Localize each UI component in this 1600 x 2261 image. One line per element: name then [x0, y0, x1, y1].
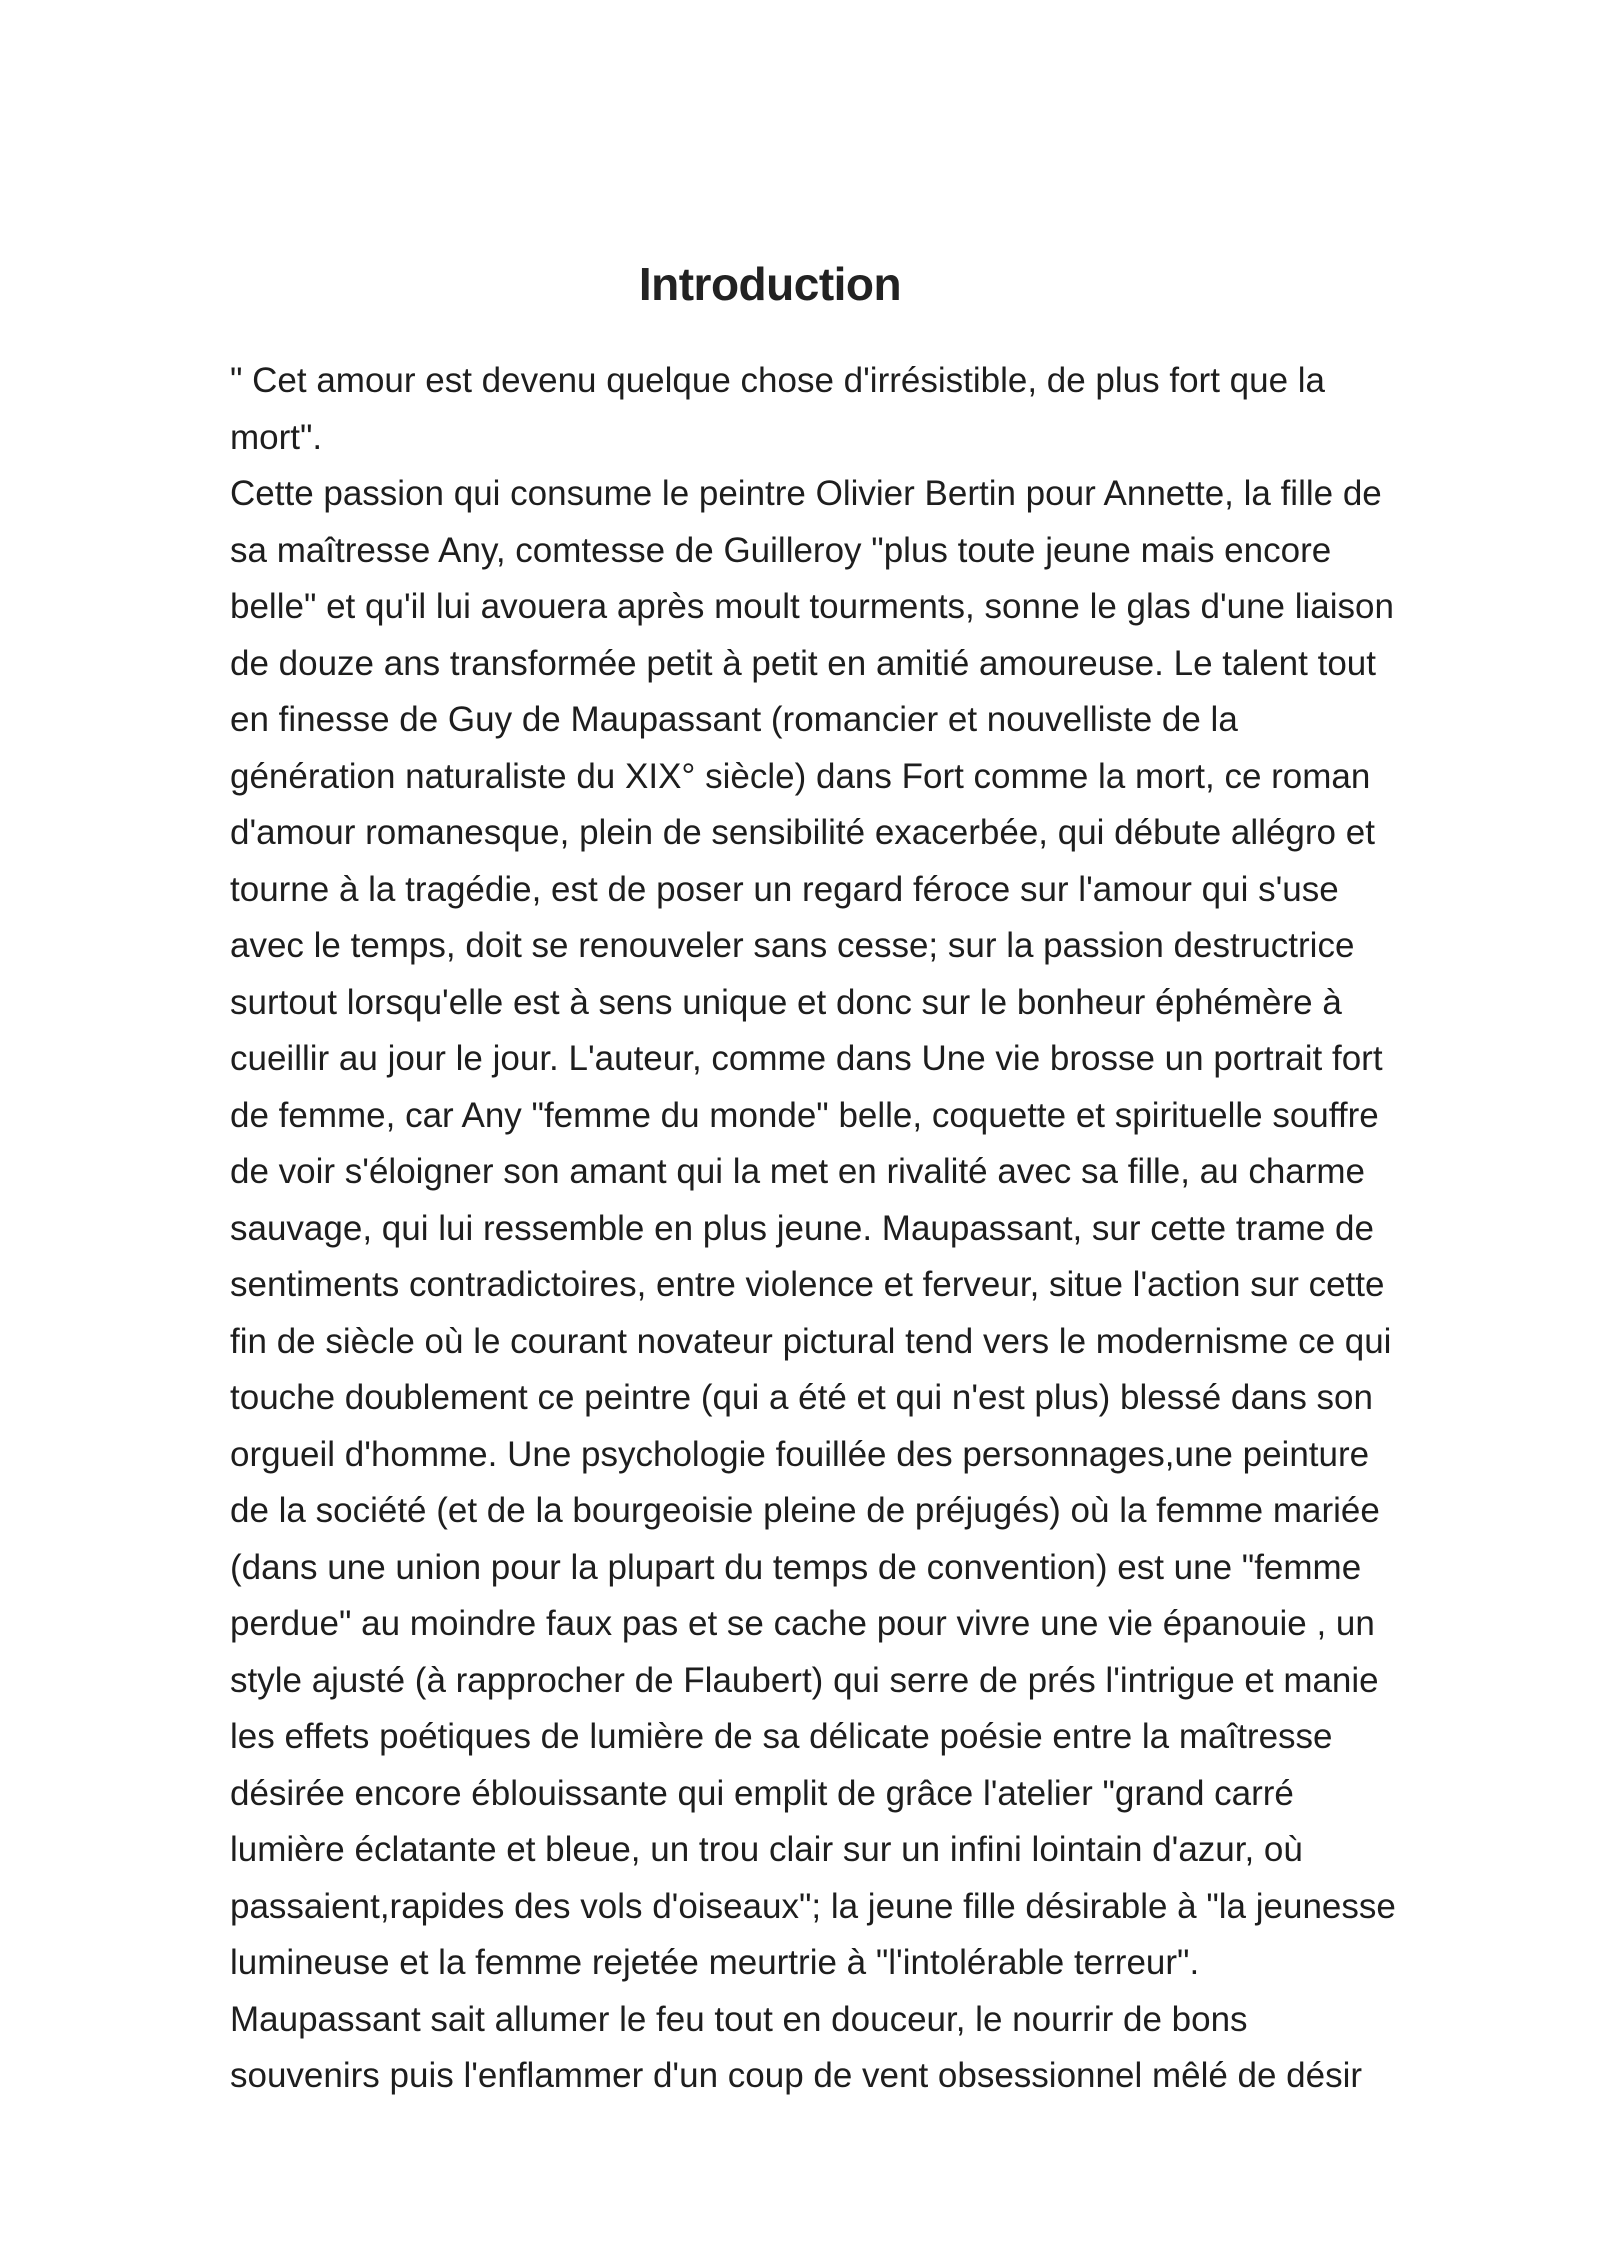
text-line: tourne à la tragédie, est de poser un regard féroce sur l'amour qui s'use: [230, 869, 1339, 909]
text-line: lumière éclatante et bleue, un trou clair sur un infini lointain d'azur, où: [230, 1830, 1303, 1869]
text-line: perdue" au moindre faux pas et se cache pour vivre une vie épanouie , un: [230, 1604, 1375, 1643]
text-line: en finesse de Guy de Maupassant (romancier et nouvelliste de la: [230, 700, 1238, 739]
text-line: mort".: [230, 417, 323, 457]
text-line: souvenirs puis l'enflammer d'un coup de vent obsessionnel mêlé de désir: [230, 2056, 1363, 2095]
text-line: de voir s'éloigner son amant qui la met en rivalité avec sa fille, au charme: [230, 1152, 1366, 1191]
body-text: [230, 353, 1520, 2105]
text-line: de femme, car Any "femme du monde" belle, coquette et spirituelle souffre: [230, 1095, 1379, 1135]
text-line: " Cet amour est devenu quelque chose d'irrésistible, de plus fort que la: [230, 361, 1326, 400]
text-line: (dans une union pour la plupart du temps de convention) est une "femme: [230, 1547, 1362, 1587]
text-line: Cette passion qui consume le peintre Olivier Bertin pour Annette, la fille de: [230, 474, 1382, 513]
text-line: sa maîtresse Any, comtesse de Guilleroy "plus toute jeune mais encore: [230, 530, 1332, 570]
text-line: belle" et qu'il lui avouera après moult tourments, sonne le glas d'une liaison: [230, 587, 1394, 626]
text-line: passaient,rapides des vols d'oiseaux"; la jeune fille désirable à "la jeunesse: [230, 1886, 1396, 1926]
text-line: orgueil d'homme. Une psychologie fouillée des personnages,une peinture: [230, 1434, 1370, 1474]
text-line: cueillir au jour le jour. L'auteur, comme dans Une vie brosse un portrait fort: [230, 1039, 1383, 1078]
text-line: Maupassant sait allumer le feu tout en douceur, le nourrir de bons: [230, 1999, 1248, 2039]
page-title: Introduction: [638, 258, 902, 310]
text-line: avec le temps, doit se renouveler sans cesse; sur la passion destructrice: [230, 926, 1355, 965]
text-line: génération naturaliste du XIX° siècle) dans Fort comme la mort, ce roman: [230, 756, 1371, 796]
text-line: surtout lorsqu'elle est à sens unique et donc sur le bonheur éphémère à: [230, 982, 1342, 1022]
text-line: d'amour romanesque, plein de sensibilité exacerbée, qui débute allégro et: [230, 813, 1375, 852]
text-line: style ajusté (à rapprocher de Flaubert) qui serre de prés l'intrigue et manie: [230, 1660, 1379, 1700]
text-line: désirée encore éblouissante qui emplit de grâce l'atelier "grand carré: [230, 1773, 1294, 1813]
text-line: lumineuse et la femme rejetée meurtrie à "l'intolérable terreur".: [230, 1943, 1200, 1982]
text-line: sentiments contradictoires, entre violence et ferveur, situe l'action sur cette: [230, 1265, 1385, 1304]
text-line: de la société (et de la bourgeoisie pleine de préjugés) où la femme mariée: [230, 1491, 1380, 1530]
text-line: touche doublement ce peintre (qui a été et qui n'est plus) blessé dans son: [230, 1378, 1373, 1417]
text-line: sauvage, qui lui ressemble en plus jeune. Maupassant, sur cette trame de: [230, 1208, 1374, 1248]
text-line: fin de siècle où le courant novateur pictural tend vers le modernisme ce qui: [230, 1321, 1392, 1361]
text-line: les effets poétiques de lumière de sa délicate poésie entre la maîtresse: [230, 1717, 1333, 1756]
text-line: de douze ans transformée petit à petit en amitié amoureuse. Le talent tout: [230, 643, 1376, 683]
